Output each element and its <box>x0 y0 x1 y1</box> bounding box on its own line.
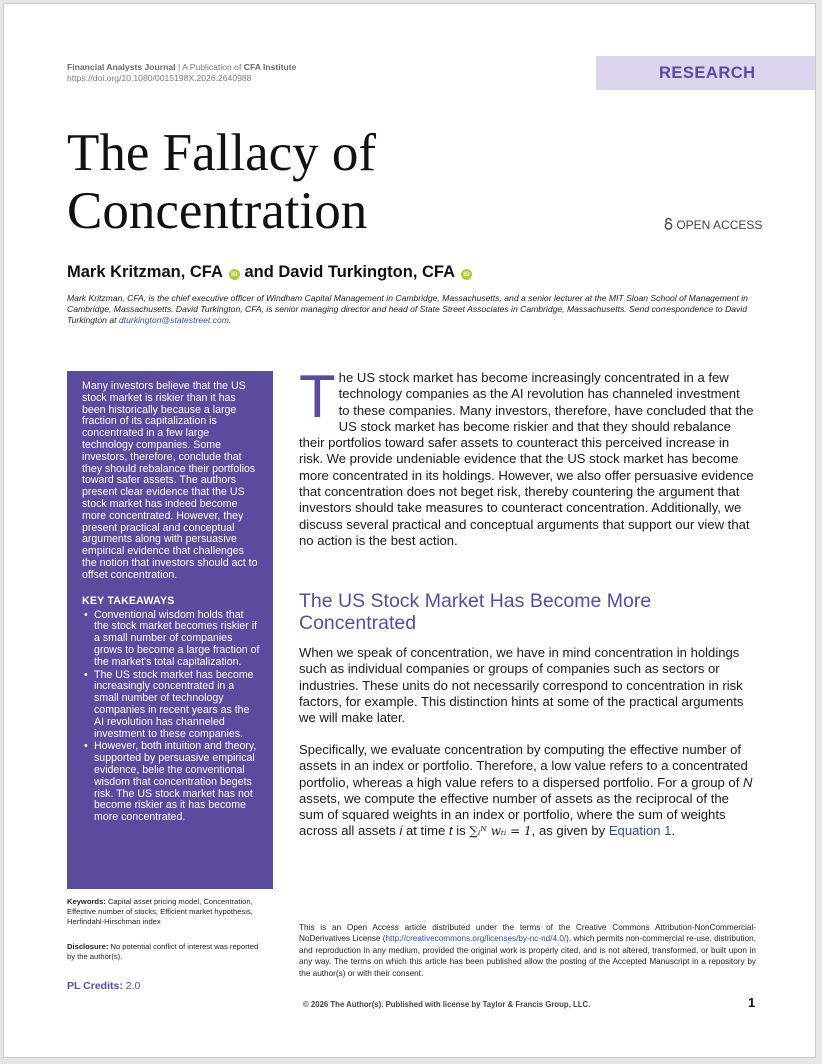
section-badge: RESEARCH <box>596 56 816 90</box>
affiliation-text: Mark Kritzman, CFA, is the chief executive officer of Windham Capital Management in Cambridge, Massachusetts, and a senior lecturer at the MIT Sloan School of Management in Cambridge, Massachusetts. David Turkington, CFA, is senior managing director and head of State Street Associates in Cambridge, Massachusetts. Send correspondence to David Turkington at <box>67 293 748 326</box>
takeaway-item: • However, both intuition and theory, supported by persuasive empirical evidence, belie the conventional wisdom that concentration begets risk. The US stock market has not become riskier as it has become more concentrated. <box>82 741 261 824</box>
body-paragraph <box>299 742 754 840</box>
para3-text: Specifically, we evaluate concentration by computing the effective number of assets in an index or portfolio. Therefore, a low value refers to a concentrated portfolio, whereas a high value refers to a dispersed portfolio. For a group of <box>299 742 748 790</box>
body-paragraph: When we speak of concentration, we have in mind concentration in holdings such as individual companies or groups of companies such as sectors or industries. These units do not necessarily correspond to concentration in risk factors, for example. This distinction hints at some of the practical arguments we will make later. <box>299 645 744 726</box>
para3-text: at time <box>402 823 449 839</box>
publication-of: | A Publication of <box>175 62 244 72</box>
license-url-link[interactable]: http://creativecommons.org/licenses/by-nc-nd/4.0/ <box>385 934 567 944</box>
intro-paragraph <box>299 363 754 549</box>
disclosure-label: Disclosure: <box>67 942 109 951</box>
affiliation-end: . <box>228 315 232 326</box>
para3-text: assets, we compute the effective number of assets as the reciprocal of the sum of squared weights in an index or portfolio, where the sum of weights across all assets <box>299 790 729 839</box>
math-variable: t <box>448 823 453 839</box>
article-title <box>67 124 567 240</box>
abstract-text: Many investors believe that the US stock market is riskier than it has been historically because a large fraction of its capitalization is concentrated in a few large technology companies. Some investors, therefore, conclude that they should rebalance their portfolios toward safer assets. The authors present clear evidence that the US stock market has indeed become more concentrated. However, they present practical and conceptual arguments along with persuasive empirical evidence that challenges the notion that investors should act to offset concentration. <box>82 380 258 581</box>
publisher-name: CFA Institute <box>243 62 297 72</box>
orcid-icon[interactable]: iD <box>461 269 472 280</box>
para3-text: . <box>671 823 676 839</box>
pl-credits-value: 2.0 <box>122 980 141 992</box>
open-lock-icon <box>664 218 673 230</box>
key-takeaways-list <box>82 610 261 824</box>
disclosure <box>67 942 267 962</box>
license-text: ), which permits non-commercial re-use, distribution, and reproduction in any medium, provided the original work is properly cited, and is not altered, transformed, or built upon in any way. The terms on which this article has been published allow the posting of the Accepted Manuscript in a repository by the author(s) or with their consent. <box>299 934 756 978</box>
section-heading: The US Stock Market Has Become More Concentrated <box>299 590 652 634</box>
journal-header <box>67 62 296 84</box>
author-join: and <box>239 263 279 281</box>
para3-text: is <box>452 823 470 839</box>
para3-text: , as given by <box>531 823 609 839</box>
author-2: David Turkington, CFA <box>278 263 455 281</box>
drop-cap: T <box>299 363 336 430</box>
disclosure-text: No potential conflict of interest was reported by the author(s). <box>67 942 259 961</box>
math-variable: N <box>742 774 753 790</box>
license-text: This is an Open Access article distributed under the terms of the Creative Commons Attribution-NonCommercial-NoDerivatives License ( <box>299 923 756 944</box>
keywords-label: Keywords: <box>67 897 106 906</box>
article-page <box>3 3 816 1058</box>
correspondence-email-link[interactable]: dturkington@statestreet.com <box>118 315 229 326</box>
math-variable: i <box>399 823 403 839</box>
keywords-text: Capital asset pricing model, Concentration, Effective number of stocks, Efficient market hypothesis, Herfindahl-Hirschman index <box>67 897 253 926</box>
pl-credits-label: PL Credits: <box>67 980 123 992</box>
journal-name: Financial Analysts Journal <box>67 62 176 72</box>
orcid-icon[interactable]: iD <box>229 269 240 280</box>
doi-link[interactable]: https://doi.org/10.1080/0015198X.2026.2640988 <box>67 73 252 83</box>
copyright-line: © 2026 The Author(s). Published with license by Taylor & Francis Group, LLC. <box>303 1000 591 1009</box>
takeaway-item: • The US stock market has become increasingly concentrated in a small number of technology companies in recent years as the AI revolution has channeled investment to these companies. <box>82 670 261 741</box>
intro-text: he US stock market has become increasingly concentrated in a few technology companies as the AI revolution has channeled investment to these companies. Many investors, therefore, have concluded that the US stock market has become riskier and that they should rebalance their portfolios toward safer assets to counteract this perceived increase in risk. We provide undeniable evidence that the US stock market has become more concentrated in its holdings. However, we also offer persuasive evidence that concentration does not beget risk, thereby countering the argument that investors should take measures to counteract concentration. Additionally, we discuss several practical and conceptual arguments that support our view that no action is the best action. <box>299 370 754 548</box>
abstract-sidebar <box>67 371 273 889</box>
equation-1-link[interactable]: Equation 1 <box>608 823 672 839</box>
author-affiliations <box>67 293 757 327</box>
takeaway-item: • Conventional wisdom holds that the stock market becomes riskier if a small number of companies grows to become a large fraction of the market's total capitalization. <box>82 610 261 669</box>
author-1: Mark Kritzman, CFA <box>67 263 223 281</box>
open-access-text: OPEN ACCESS <box>676 218 763 232</box>
sum-formula: ∑ᵢᴺ wₜᵢ = 1 <box>469 824 532 839</box>
page-number: 1 <box>748 995 756 1010</box>
author-line <box>67 263 472 282</box>
license-notice <box>299 922 756 979</box>
pl-credits <box>67 980 140 992</box>
keywords <box>67 897 267 927</box>
open-access-label <box>664 218 762 232</box>
title-line-1: The Fallacy of <box>67 124 377 182</box>
key-takeaways-heading: KEY TAKEAWAYS <box>82 594 175 607</box>
title-line-2: Concentration <box>67 182 368 240</box>
